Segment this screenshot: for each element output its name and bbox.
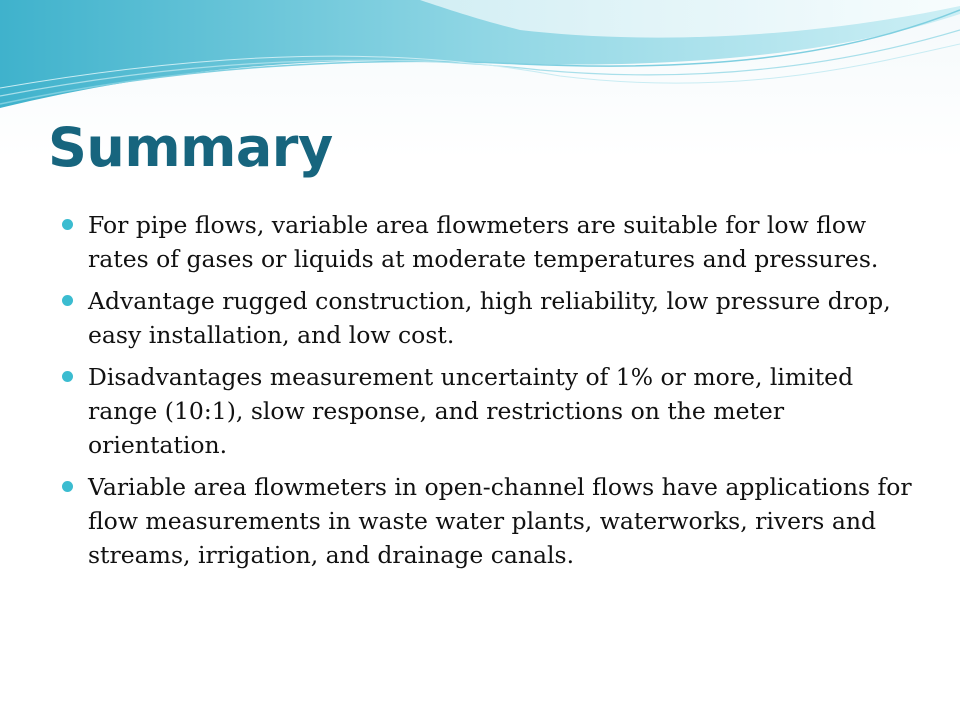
bullet-text: Disadvantages measurement uncertainty of 1% or more, limited range (10:1), slow response, and restrictions on the meter orientation. bbox=[88, 363, 854, 459]
bullet-item-open-channel bbox=[62, 470, 912, 572]
bullet-item-disadvantages bbox=[62, 360, 912, 462]
wave-header-decoration bbox=[0, 0, 960, 120]
bullet-text: Variable area flowmeters in open-channel flows have applications for flow measurements in waste water plants, waterworks, rivers and streams, irrigation, and drainage canals. bbox=[88, 473, 912, 569]
bullet-item-advantage bbox=[62, 284, 912, 352]
bullet-icon bbox=[62, 481, 73, 492]
slide-title: Summary bbox=[48, 116, 333, 179]
bullet-icon bbox=[62, 295, 73, 306]
bullet-text: For pipe flows, variable area flowmeters are suitable for low flow rates of gases or liquids at moderate temperatures and pressures. bbox=[88, 211, 879, 273]
bullet-item-pipe-flows bbox=[62, 208, 912, 276]
bullet-icon bbox=[62, 219, 73, 230]
bullet-icon bbox=[62, 371, 73, 382]
bullet-text: Advantage rugged construction, high reliability, low pressure drop, easy installation, and low cost. bbox=[88, 287, 891, 349]
bullet-list bbox=[62, 208, 912, 580]
